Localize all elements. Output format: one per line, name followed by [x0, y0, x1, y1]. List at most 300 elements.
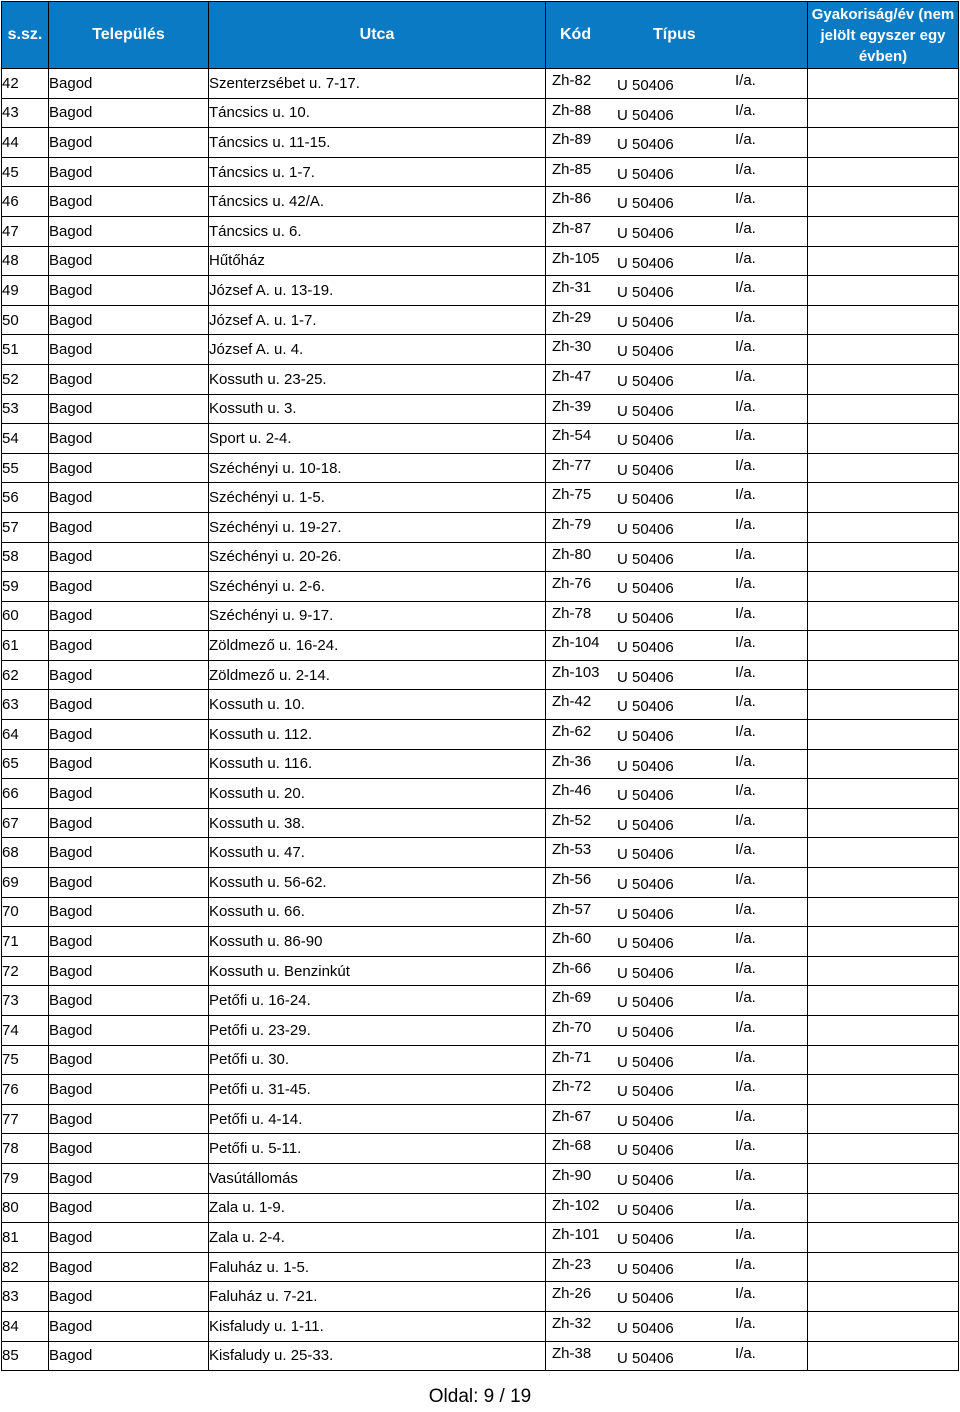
table-row: [2, 572, 959, 602]
row-location: Bagod: [49, 394, 209, 424]
row-number: 60: [2, 601, 49, 631]
row-code-cell: [546, 512, 808, 542]
row-code: Zh-23: [552, 1255, 592, 1273]
row-type: I/a.: [735, 427, 756, 445]
row-u-code: U 50406: [617, 1290, 674, 1308]
row-frequency: [808, 1193, 959, 1223]
row-code: Zh-47: [552, 367, 592, 385]
table-row: [2, 720, 959, 750]
row-number: 68: [2, 838, 49, 868]
row-location: Bagod: [49, 779, 209, 809]
row-street: Petőfi u. 23-29.: [209, 1016, 546, 1046]
row-code-cell: [546, 1016, 808, 1046]
table-row: [2, 631, 959, 661]
row-u-code: U 50406: [617, 1142, 674, 1160]
row-code-cell: [546, 897, 808, 927]
row-u-code: U 50406: [617, 1024, 674, 1041]
table-row: [2, 364, 959, 394]
header-no: s.sz.: [2, 2, 49, 69]
row-code: Zh-82: [552, 72, 592, 89]
row-number: 70: [2, 897, 49, 927]
row-location: Bagod: [49, 276, 209, 306]
row-frequency: [808, 512, 959, 542]
row-u-code: U 50406: [617, 1201, 674, 1219]
table-row: [2, 246, 959, 276]
row-code: Zh-102: [552, 1196, 600, 1214]
row-code: Zh-36: [552, 752, 592, 770]
row-code-cell: [546, 838, 808, 868]
row-street: Petőfi u. 5-11.: [209, 1134, 546, 1164]
row-location: Bagod: [49, 1016, 209, 1046]
row-number: 75: [2, 1045, 49, 1075]
row-code: Zh-72: [552, 1078, 592, 1096]
row-code-cell: [546, 1045, 808, 1075]
row-location: Bagod: [49, 69, 209, 99]
row-location: Bagod: [49, 868, 209, 898]
row-u-code: U 50406: [617, 165, 674, 183]
row-type: I/a.: [735, 456, 756, 474]
row-location: Bagod: [49, 601, 209, 631]
row-frequency: [808, 69, 959, 99]
table-row: [2, 808, 959, 838]
row-location: Bagod: [49, 927, 209, 957]
row-code-cell: [546, 364, 808, 394]
row-code: Zh-30: [552, 338, 592, 356]
row-code-cell: [546, 187, 808, 217]
row-street: Kossuth u. 20.: [209, 779, 546, 809]
row-code-cell: [546, 1134, 808, 1164]
row-code: Zh-54: [552, 427, 592, 445]
row-frequency: [808, 956, 959, 986]
row-code: Zh-66: [552, 959, 592, 977]
row-code: Zh-38: [552, 1344, 592, 1362]
row-location: Bagod: [49, 720, 209, 750]
row-type: I/a.: [735, 1226, 756, 1244]
row-number: 45: [2, 157, 49, 187]
row-frequency: [808, 128, 959, 158]
row-frequency: [808, 660, 959, 690]
row-number: 83: [2, 1282, 49, 1312]
row-location: Bagod: [49, 897, 209, 927]
table-row: [2, 394, 959, 424]
row-code: Zh-29: [552, 308, 592, 326]
table-row: [2, 276, 959, 306]
table-row: [2, 1282, 959, 1312]
table-row: [2, 779, 959, 809]
table-row: [2, 1104, 959, 1134]
row-number: 76: [2, 1075, 49, 1105]
header-street: Utca: [209, 2, 546, 69]
table-row: [2, 424, 959, 454]
table-row: [2, 660, 959, 690]
table-row: [2, 986, 959, 1016]
row-location: Bagod: [49, 128, 209, 158]
row-location: Bagod: [49, 1341, 209, 1371]
row-u-code: U 50406: [617, 846, 674, 864]
row-number: 42: [2, 69, 49, 99]
row-number: 55: [2, 453, 49, 483]
table-row: [2, 1134, 959, 1164]
row-frequency: [808, 720, 959, 750]
row-number: 57: [2, 512, 49, 542]
row-number: 63: [2, 690, 49, 720]
row-type: I/a.: [735, 1078, 756, 1096]
row-street: Sport u. 2-4.: [209, 424, 546, 454]
row-number: 51: [2, 335, 49, 365]
row-u-code: U 50406: [617, 254, 674, 272]
row-type: I/a.: [735, 634, 756, 652]
row-type: I/a.: [735, 663, 756, 681]
row-code: Zh-90: [552, 1166, 592, 1184]
row-code: Zh-57: [552, 900, 592, 918]
row-code: Zh-87: [552, 219, 592, 237]
row-code: Zh-62: [552, 723, 592, 741]
row-street: József A. u. 1-7.: [209, 305, 546, 335]
row-u-code: U 50406: [617, 757, 674, 775]
row-type: I/a.: [735, 1048, 756, 1066]
table-row: [2, 1311, 959, 1341]
row-u-code: U 50406: [617, 461, 674, 479]
row-code: Zh-101: [552, 1226, 600, 1244]
row-frequency: [808, 1104, 959, 1134]
row-code-cell: [546, 1163, 808, 1193]
table-row: [2, 927, 959, 957]
row-code-cell: [546, 779, 808, 809]
row-street: Kossuth u. 56-62.: [209, 868, 546, 898]
row-frequency: [808, 1134, 959, 1164]
row-number: 85: [2, 1341, 49, 1371]
row-u-code: U 50406: [617, 1349, 674, 1367]
row-frequency: [808, 572, 959, 602]
row-street: Zöldmező u. 16-24.: [209, 631, 546, 661]
row-location: Bagod: [49, 1282, 209, 1312]
row-code-cell: [546, 1311, 808, 1341]
row-location: Bagod: [49, 808, 209, 838]
row-code-cell: [546, 216, 808, 246]
row-street: Szenterzsébet u. 7-17.: [209, 69, 546, 99]
row-u-code: U 50406: [617, 1231, 674, 1249]
row-frequency: [808, 246, 959, 276]
row-number: 61: [2, 631, 49, 661]
row-u-code: U 50406: [617, 994, 674, 1012]
row-street: Petőfi u. 30.: [209, 1045, 546, 1075]
row-number: 58: [2, 542, 49, 572]
row-u-code: U 50406: [617, 935, 674, 953]
header-code: Kód: [560, 26, 592, 43]
row-location: Bagod: [49, 364, 209, 394]
row-code: Zh-68: [552, 1137, 592, 1155]
row-frequency: [808, 749, 959, 779]
row-street: Kossuth u. 38.: [209, 808, 546, 838]
table-row: [2, 868, 959, 898]
row-street: Kisfaludy u. 1-11.: [209, 1311, 546, 1341]
row-number: 78: [2, 1134, 49, 1164]
row-type: I/a.: [735, 1314, 756, 1332]
table-row: [2, 1341, 959, 1371]
row-number: 72: [2, 956, 49, 986]
row-u-code: U 50406: [617, 1319, 674, 1337]
row-code: Zh-79: [552, 515, 592, 533]
row-code: Zh-56: [552, 871, 592, 889]
row-frequency: [808, 1045, 959, 1075]
row-code-cell: [546, 453, 808, 483]
row-frequency: [808, 690, 959, 720]
row-u-code: U 50406: [617, 402, 674, 420]
data-table: [1, 1, 959, 1371]
table-row: [2, 305, 959, 335]
row-frequency: [808, 98, 959, 128]
row-street: Kossuth u. 116.: [209, 749, 546, 779]
row-code: Zh-104: [552, 634, 600, 652]
row-u-code: U 50406: [617, 491, 674, 509]
row-location: Bagod: [49, 690, 209, 720]
row-street: Vasútállomás: [209, 1163, 546, 1193]
row-type: I/a.: [735, 900, 756, 918]
row-code: Zh-70: [552, 1019, 592, 1036]
row-frequency: [808, 157, 959, 187]
row-code: Zh-77: [552, 456, 592, 474]
header-type: Típus: [653, 26, 696, 43]
row-number: 54: [2, 424, 49, 454]
row-u-code: U 50406: [617, 1260, 674, 1278]
table-row: [2, 1075, 959, 1105]
row-frequency: [808, 394, 959, 424]
row-type: I/a.: [735, 308, 756, 326]
table-row: [2, 187, 959, 217]
row-type: I/a.: [735, 338, 756, 356]
table-row: [2, 690, 959, 720]
row-location: Bagod: [49, 1252, 209, 1282]
row-street: Táncsics u. 1-7.: [209, 157, 546, 187]
table-row: [2, 98, 959, 128]
row-street: Kossuth u. 23-25.: [209, 364, 546, 394]
row-type: I/a.: [735, 279, 756, 297]
row-location: Bagod: [49, 424, 209, 454]
row-frequency: [808, 364, 959, 394]
row-number: 44: [2, 128, 49, 158]
row-street: Kossuth u. 112.: [209, 720, 546, 750]
row-type: I/a.: [735, 930, 756, 948]
row-code-cell: [546, 1282, 808, 1312]
row-street: Faluház u. 1-5.: [209, 1252, 546, 1282]
row-code-cell: [546, 424, 808, 454]
table-row: [2, 601, 959, 631]
row-number: 69: [2, 868, 49, 898]
row-type: I/a.: [735, 723, 756, 741]
row-number: 71: [2, 927, 49, 957]
row-number: 56: [2, 483, 49, 513]
row-number: 79: [2, 1163, 49, 1193]
row-street: Kossuth u. 86-90: [209, 927, 546, 957]
row-code-cell: [546, 572, 808, 602]
row-code: Zh-78: [552, 604, 592, 622]
row-u-code: U 50406: [617, 136, 674, 154]
row-location: Bagod: [49, 246, 209, 276]
row-street: Táncsics u. 10.: [209, 98, 546, 128]
row-frequency: [808, 335, 959, 365]
row-location: Bagod: [49, 1134, 209, 1164]
row-code-cell: [546, 335, 808, 365]
row-code: Zh-60: [552, 930, 592, 948]
row-location: Bagod: [49, 512, 209, 542]
row-code-cell: [546, 956, 808, 986]
table-row: [2, 453, 959, 483]
row-code: Zh-75: [552, 486, 592, 504]
row-frequency: [808, 1016, 959, 1046]
row-u-code: U 50406: [617, 550, 674, 568]
table-row: [2, 157, 959, 187]
table-row: [2, 1252, 959, 1282]
row-code: Zh-52: [552, 811, 592, 829]
row-code-cell: [546, 1223, 808, 1253]
row-type: I/a.: [735, 752, 756, 770]
row-code-cell: [546, 98, 808, 128]
row-type: I/a.: [735, 219, 756, 237]
row-code-cell: [546, 276, 808, 306]
row-code: Zh-67: [552, 1107, 592, 1125]
row-street: Petőfi u. 16-24.: [209, 986, 546, 1016]
row-code-cell: [546, 157, 808, 187]
row-street: Zala u. 2-4.: [209, 1223, 546, 1253]
row-location: Bagod: [49, 1193, 209, 1223]
row-location: Bagod: [49, 1104, 209, 1134]
row-location: Bagod: [49, 838, 209, 868]
row-code: Zh-39: [552, 397, 592, 415]
row-u-code: U 50406: [617, 639, 674, 657]
row-code: Zh-32: [552, 1314, 592, 1332]
table-row: [2, 1193, 959, 1223]
row-u-code: U 50406: [617, 284, 674, 302]
row-code-cell: [546, 1104, 808, 1134]
table-row: [2, 838, 959, 868]
row-code: Zh-76: [552, 575, 592, 593]
row-frequency: [808, 453, 959, 483]
header-frequency: Gyakoriság/év (nem jelölt egyszer egy évben): [808, 2, 959, 69]
row-code-cell: [546, 986, 808, 1016]
row-type: I/a.: [735, 575, 756, 593]
row-frequency: [808, 305, 959, 335]
row-type: I/a.: [735, 1285, 756, 1303]
row-type: I/a.: [735, 160, 756, 178]
row-street: Hűtőház: [209, 246, 546, 276]
row-street: József A. u. 4.: [209, 335, 546, 365]
row-frequency: [808, 601, 959, 631]
row-code: Zh-80: [552, 545, 592, 563]
row-u-code: U 50406: [617, 343, 674, 361]
row-code-cell: [546, 1341, 808, 1371]
row-code-cell: [546, 601, 808, 631]
row-location: Bagod: [49, 749, 209, 779]
row-type: I/a.: [735, 811, 756, 829]
row-type: I/a.: [735, 72, 756, 89]
row-code: Zh-69: [552, 989, 592, 1007]
row-u-code: U 50406: [617, 195, 674, 213]
row-street: Széchényi u. 9-17.: [209, 601, 546, 631]
row-type: I/a.: [735, 515, 756, 533]
row-number: 80: [2, 1193, 49, 1223]
row-frequency: [808, 1341, 959, 1371]
table-row: [2, 1016, 959, 1046]
row-frequency: [808, 216, 959, 246]
row-location: Bagod: [49, 335, 209, 365]
row-location: Bagod: [49, 1223, 209, 1253]
row-u-code: U 50406: [617, 876, 674, 894]
row-street: Zöldmező u. 2-14.: [209, 660, 546, 690]
row-code-cell: [546, 128, 808, 158]
row-location: Bagod: [49, 986, 209, 1016]
row-type: I/a.: [735, 841, 756, 859]
row-street: Kossuth u. 10.: [209, 690, 546, 720]
row-location: Bagod: [49, 956, 209, 986]
row-location: Bagod: [49, 542, 209, 572]
row-code: Zh-53: [552, 841, 592, 859]
row-frequency: [808, 1282, 959, 1312]
row-number: 81: [2, 1223, 49, 1253]
row-code-cell: [546, 749, 808, 779]
row-type: I/a.: [735, 397, 756, 415]
row-street: József A. u. 13-19.: [209, 276, 546, 306]
row-street: Zala u. 1-9.: [209, 1193, 546, 1223]
row-u-code: U 50406: [617, 520, 674, 538]
row-code: Zh-105: [552, 249, 600, 267]
row-number: 77: [2, 1104, 49, 1134]
row-u-code: U 50406: [617, 313, 674, 331]
table-row: [2, 512, 959, 542]
row-code-cell: [546, 1075, 808, 1105]
row-code: Zh-88: [552, 101, 592, 119]
row-street: Kossuth u. 47.: [209, 838, 546, 868]
row-type: I/a.: [735, 1137, 756, 1155]
row-type: I/a.: [735, 545, 756, 563]
header-code-type: [546, 2, 808, 69]
row-street: Faluház u. 7-21.: [209, 1282, 546, 1312]
row-number: 84: [2, 1311, 49, 1341]
row-u-code: U 50406: [617, 816, 674, 834]
row-code-cell: [546, 246, 808, 276]
row-frequency: [808, 631, 959, 661]
row-number: 66: [2, 779, 49, 809]
row-u-code: U 50406: [617, 77, 674, 94]
row-code-cell: [546, 631, 808, 661]
table-row: [2, 483, 959, 513]
header-location: Település: [49, 2, 209, 69]
row-number: 50: [2, 305, 49, 335]
row-frequency: [808, 424, 959, 454]
row-frequency: [808, 1223, 959, 1253]
row-code-cell: [546, 927, 808, 957]
row-street: Táncsics u. 11-15.: [209, 128, 546, 158]
row-street: Kossuth u. 66.: [209, 897, 546, 927]
row-street: Széchényi u. 20-26.: [209, 542, 546, 572]
row-code: Zh-31: [552, 279, 592, 297]
row-type: I/a.: [735, 1166, 756, 1184]
row-code-cell: [546, 394, 808, 424]
row-number: 82: [2, 1252, 49, 1282]
row-number: 53: [2, 394, 49, 424]
row-code-cell: [546, 542, 808, 572]
row-street: Széchényi u. 2-6.: [209, 572, 546, 602]
row-code: Zh-85: [552, 160, 592, 178]
row-street: Széchényi u. 19-27.: [209, 512, 546, 542]
row-u-code: U 50406: [617, 787, 674, 805]
row-code: Zh-46: [552, 782, 592, 800]
row-type: I/a.: [735, 131, 756, 149]
row-frequency: [808, 1075, 959, 1105]
row-u-code: U 50406: [617, 106, 674, 124]
row-location: Bagod: [49, 483, 209, 513]
row-number: 74: [2, 1016, 49, 1046]
row-street: Petőfi u. 31-45.: [209, 1075, 546, 1105]
